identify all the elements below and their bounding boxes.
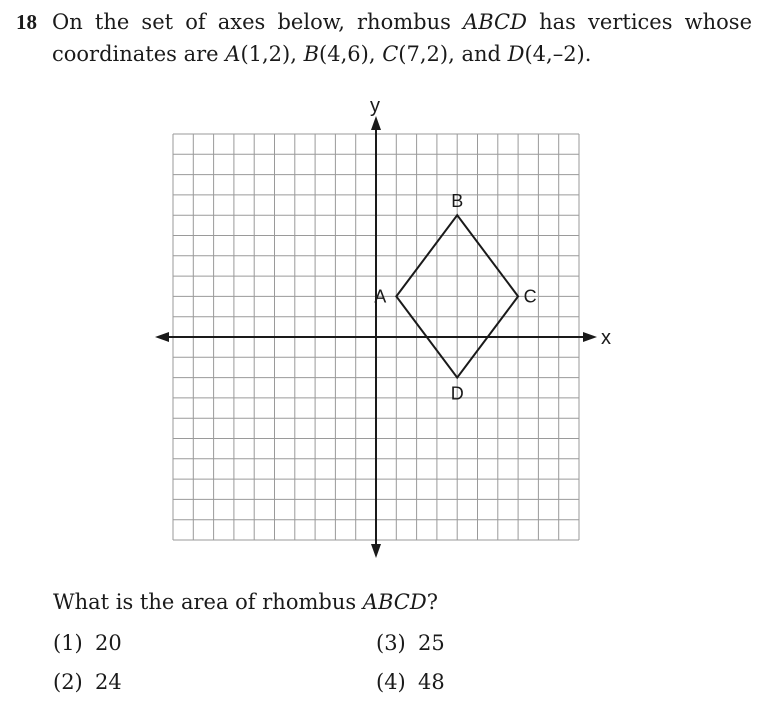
choice-4[interactable] (376, 670, 445, 694)
choice-2-number: (2) (53, 670, 83, 694)
question-text: On the set of axes below, rhombus ABCD has vertices whose coordinates are A(1,2), B(4,6), C(7,2), and D(4,–2). (52, 10, 752, 66)
prompt-part2: ? (426, 590, 438, 614)
coord-value-a: (1,2) (240, 42, 291, 66)
conjunction: and (461, 42, 501, 66)
x-axis-label: x (601, 327, 611, 349)
choice-2-value: 24 (95, 670, 122, 694)
coord-value-c: (7,2) (398, 42, 449, 66)
choice-2[interactable] (53, 670, 122, 694)
vertex-label-d: D (450, 383, 464, 404)
choice-3-number: (3) (376, 631, 406, 655)
question-prompt (53, 590, 438, 614)
question-number: 18 (16, 10, 37, 34)
choice-3[interactable] (376, 631, 445, 655)
vertex-label-b: B (451, 191, 464, 212)
coord-label-c: C (382, 42, 399, 66)
choice-4-value: 48 (418, 670, 445, 694)
y-axis-label: y (370, 95, 380, 117)
prompt-part1: What is the area of rhombus (53, 590, 363, 614)
coord-value-d: (4,–2) (524, 42, 585, 66)
question-text-part2: has vertices whose coordinates are (52, 10, 752, 66)
axes (155, 95, 611, 558)
vertex-label-c: C (523, 286, 537, 307)
coord-label-d: D (507, 42, 525, 66)
coord-value-b: (4,6) (319, 42, 369, 66)
coord-label-b: B (303, 42, 320, 66)
choice-1[interactable] (53, 631, 122, 655)
choice-4-number: (4) (376, 670, 406, 694)
y-axis-arrow-up (371, 116, 381, 130)
choice-3-value: 25 (418, 631, 445, 655)
question-text-part1: On the set of axes below, rhombus (52, 10, 464, 34)
x-axis-arrow-right (583, 332, 597, 342)
coord-label-a: A (225, 42, 241, 66)
shape-name: ABCD (463, 10, 527, 34)
choice-1-number: (1) (53, 631, 83, 655)
prompt-shape-name: ABCD (362, 590, 427, 614)
vertex-label-a: A (374, 286, 387, 307)
y-axis-arrow-down (371, 544, 381, 558)
x-axis-arrow-left (155, 332, 169, 342)
choice-1-value: 20 (95, 631, 122, 655)
rhombus-group (374, 191, 536, 403)
